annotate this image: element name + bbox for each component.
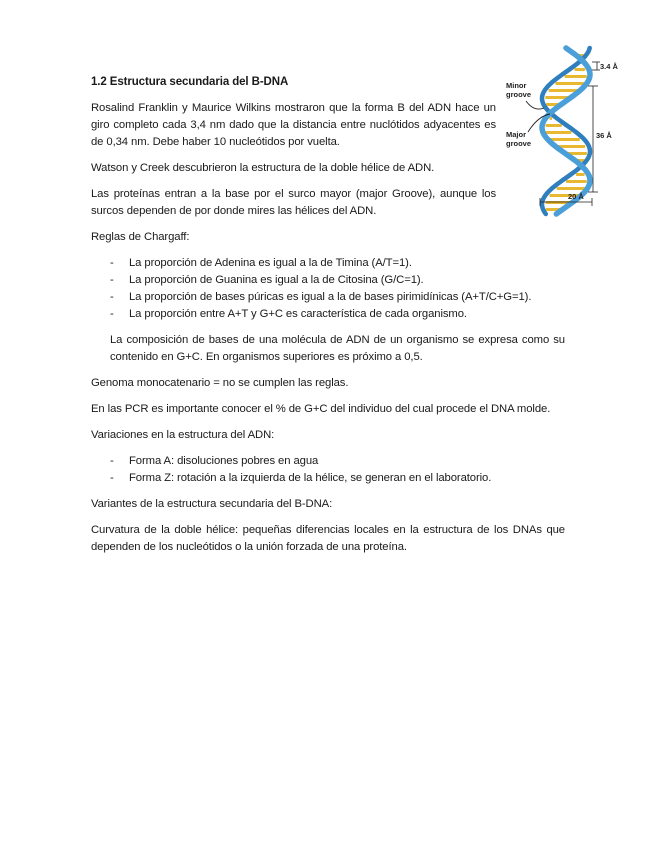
list-item: - La proporción de Guanina es igual a la de Citosina (G/C=1).: [129, 272, 565, 289]
variaciones-title: Variaciones en la estructura del ADN:: [91, 429, 275, 441]
paragraph-pcr: En las PCR es importante conocer el % de G+C del individuo del cual procede el DNA molde.: [91, 403, 551, 415]
base-pair: [576, 173, 585, 176]
document-body: [91, 74, 565, 565]
paragraph-proteins-groove: Las proteínas entran a la base por el surco mayor (major Groove), aunque los surcos dependen de por donde mires las hélices del ADN.: [91, 188, 496, 217]
base-pair: [557, 187, 586, 190]
base-pair: [546, 131, 572, 134]
paragraph-watson-creek: Watson y Creek descubrieron la estructura de la doble hélice de ADN.: [91, 162, 435, 174]
list-item: - Forma Z: rotación a la izquierda de la hélice, se generan en el laboratorio.: [129, 470, 565, 487]
dim-right-label: 36 Å: [596, 131, 612, 140]
base-pair: [550, 138, 580, 141]
paragraph-franklin-wilkins: Rosalind Franklin y Maurice Wilkins mostraron que la forma B del ADN hace un giro completo cada 3,4 nm dado que la distancia entre nuclótidos adyacentes es de 0,34 nm. Debe haber 10 nucleótidos por vuelta.: [91, 102, 496, 148]
chargaff-title: Reglas de Chargaff:: [91, 231, 190, 243]
paragraph-genoma: Genoma monocatenario = no se cumplen las reglas.: [91, 377, 349, 389]
list-item: - La proporción de bases púricas es igual a la de bases pirimidínicas (A+T/C+G=1).: [129, 289, 565, 306]
base-pair: [566, 180, 587, 183]
base-pair: [546, 124, 562, 127]
section-heading: 1.2 Estructura secundaria del B-DNA: [91, 76, 289, 88]
chargaff-rules-list: [91, 255, 565, 323]
major-groove-label-line1: Major: [506, 130, 527, 139]
minor-groove-label-line2: groove: [506, 90, 532, 99]
variaciones-list: [91, 453, 565, 487]
base-pair: [550, 117, 553, 120]
base-pair: [565, 75, 587, 78]
dim-bottom-label: 20 Å: [568, 192, 584, 201]
dna-helix-diagram: [504, 42, 622, 218]
major-groove-label-line2: groove: [506, 139, 532, 148]
list-item: - La proporción entre A+T y G+C es característica de cada organismo.: [129, 306, 565, 323]
dim-top-label: 3.4 Å: [600, 62, 618, 71]
base-pair: [555, 82, 584, 85]
variantes-title: Variantes de la estructura secundaria del B-DNA:: [91, 498, 333, 510]
minor-groove-label-line1: Minor: [506, 81, 527, 90]
list-item: - Forma A: disoluciones pobres en agua: [129, 453, 565, 470]
list-item: - La proporción de Adenina es igual a la de Timina (A/T=1).: [129, 255, 565, 272]
base-pair: [574, 68, 585, 71]
base-pair: [549, 89, 579, 92]
paragraph-curvatura: Curvatura de la doble hélice: pequeñas diferencias locales en la estructura de los DNAs que dependen de los nucleótidos o la unión forzada de una proteína.: [91, 524, 565, 553]
dna-helix-figure: [504, 42, 622, 218]
chargaff-note: La composición de bases de una molécula de ADN de un organismo se expresa como su contenido en G+C. En organismos superiores es próximo a 0,5.: [110, 334, 565, 363]
